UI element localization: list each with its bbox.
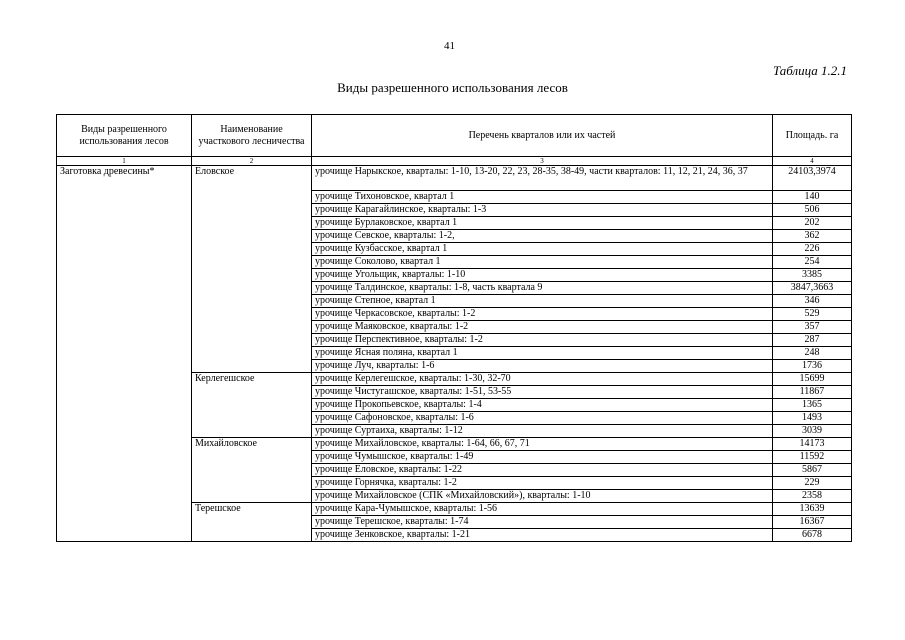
parcels-cell: урочище Тихоновское, квартал 1 <box>312 191 773 204</box>
land-use-table <box>56 114 852 542</box>
parcels-cell: урочище Степное, квартал 1 <box>312 295 773 308</box>
area-cell: 1365 <box>773 399 852 412</box>
parcels-cell: урочище Еловское, кварталы: 1-22 <box>312 464 773 477</box>
area-cell: 1736 <box>773 360 852 373</box>
area-cell: 346 <box>773 295 852 308</box>
area-cell: 5867 <box>773 464 852 477</box>
area-cell: 2358 <box>773 490 852 503</box>
parcels-cell: урочище Угольщик, кварталы: 1-10 <box>312 269 773 282</box>
table-label: Таблица 1.2.1 <box>772 63 847 78</box>
forestry-cell: Михайловское <box>192 438 312 503</box>
parcels-cell: урочище Чумышское, кварталы: 1-49 <box>312 451 773 464</box>
column-number: 3 <box>312 157 773 166</box>
area-cell: 3847,3663 <box>773 282 852 295</box>
parcels-cell: урочище Михайловское (СПК «Михайловский»), кварталы: 1-10 <box>312 490 773 503</box>
header-forestry: Наименование участкового лесничества <box>192 115 312 157</box>
page-title: Виды разрешенного использования лесов <box>337 80 568 95</box>
parcels-cell: урочище Талдинское, кварталы: 1-8, часть квартала 9 <box>312 282 773 295</box>
parcels-cell: урочище Перспективное, кварталы: 1-2 <box>312 334 773 347</box>
area-cell: 506 <box>773 204 852 217</box>
area-cell: 13639 <box>773 503 852 516</box>
parcels-cell: урочище Терешское, кварталы: 1-74 <box>312 516 773 529</box>
parcels-cell: урочище Севское, кварталы: 1-2, <box>312 230 773 243</box>
column-number: 4 <box>773 157 852 166</box>
area-cell: 3385 <box>773 269 852 282</box>
area-cell: 11867 <box>773 386 852 399</box>
area-cell: 226 <box>773 243 852 256</box>
page-number: 41 <box>444 40 455 52</box>
table-body <box>57 166 852 542</box>
area-cell: 362 <box>773 230 852 243</box>
area-cell: 14173 <box>773 438 852 451</box>
parcels-cell: урочище Нарыкское, кварталы: 1-10, 13-20, 22, 23, 28-35, 38-49, части кварталов: 11, 12, 21, 24, 36, 37 <box>312 166 773 191</box>
area-cell: 202 <box>773 217 852 230</box>
parcels-cell: урочище Зенковское, кварталы: 1-21 <box>312 529 773 542</box>
table-row <box>57 166 852 191</box>
column-number-row <box>57 157 852 166</box>
column-number: 1 <box>57 157 192 166</box>
parcels-cell: урочище Маяковское, кварталы: 1-2 <box>312 321 773 334</box>
area-cell: 287 <box>773 334 852 347</box>
parcels-cell: урочище Прокопьевское, кварталы: 1-4 <box>312 399 773 412</box>
area-cell: 11592 <box>773 451 852 464</box>
use-type-cell: Заготовка древесины* <box>57 166 192 542</box>
area-cell: 15699 <box>773 373 852 386</box>
parcels-cell: урочище Бурлаковское, квартал 1 <box>312 217 773 230</box>
forestry-cell: Керлегешское <box>192 373 312 438</box>
parcels-cell: урочище Керлегешское, кварталы: 1-30, 32-70 <box>312 373 773 386</box>
parcels-cell: урочище Карагайлинское, кварталы: 1-3 <box>312 204 773 217</box>
header-area: Площадь. га <box>773 115 852 157</box>
area-cell: 6678 <box>773 529 852 542</box>
parcels-cell: урочище Черкасовское, кварталы: 1-2 <box>312 308 773 321</box>
forestry-cell: Еловское <box>192 166 312 373</box>
parcels-cell: урочище Луч, кварталы: 1-6 <box>312 360 773 373</box>
header-use-type: Виды разрешенного использования лесов <box>57 115 192 157</box>
parcels-cell: урочище Горнячка, кварталы: 1-2 <box>312 477 773 490</box>
parcels-cell: урочище Сафоновское, кварталы: 1-6 <box>312 412 773 425</box>
parcels-cell: урочище Михайловское, кварталы: 1-64, 66, 67, 71 <box>312 438 773 451</box>
table-header-row <box>57 115 852 157</box>
header-parcels: Перечень кварталов или их частей <box>312 115 773 157</box>
parcels-cell: урочище Чистугашское, кварталы: 1-51, 53-55 <box>312 386 773 399</box>
parcels-cell: урочище Соколово, квартал 1 <box>312 256 773 269</box>
parcels-cell: урочище Ясная поляна, квартал 1 <box>312 347 773 360</box>
column-number: 2 <box>192 157 312 166</box>
area-cell: 229 <box>773 477 852 490</box>
area-cell: 140 <box>773 191 852 204</box>
area-cell: 254 <box>773 256 852 269</box>
area-cell: 1493 <box>773 412 852 425</box>
forestry-cell: Терешское <box>192 503 312 542</box>
area-cell: 529 <box>773 308 852 321</box>
area-cell: 248 <box>773 347 852 360</box>
parcels-cell: урочище Суртаиха, кварталы: 1-12 <box>312 425 773 438</box>
area-cell: 3039 <box>773 425 852 438</box>
area-cell: 16367 <box>773 516 852 529</box>
parcels-cell: урочище Кара-Чумышское, кварталы: 1-56 <box>312 503 773 516</box>
area-cell: 24103,3974 <box>773 166 852 191</box>
area-cell: 357 <box>773 321 852 334</box>
parcels-cell: урочище Кузбасское, квартал 1 <box>312 243 773 256</box>
